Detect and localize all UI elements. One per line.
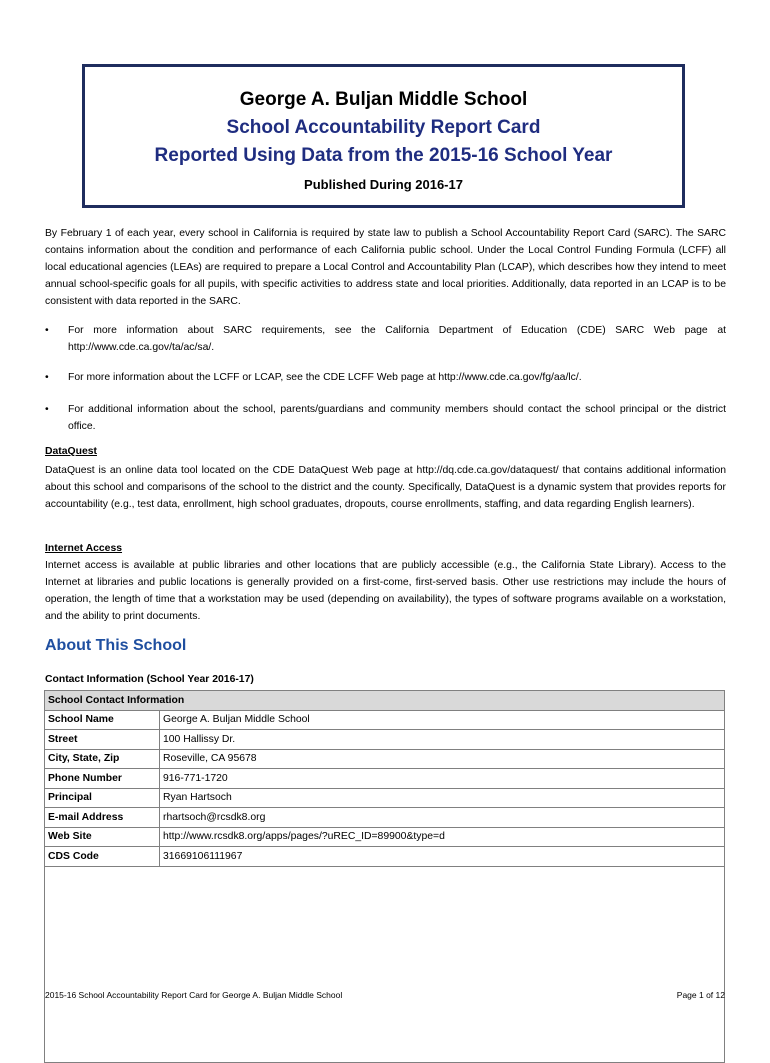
row-value: Ryan Hartsoch (160, 788, 725, 808)
internet-access-paragraph: Internet access is available at public libraries and other locations that are publicly accessible (e.g., the California State Library). Access to the Internet at libraries and public locations is generally provided on a first-come, first-served basis. Other use restrictions may include the hours of operation, the length of time that a workstation may be used (depending on availability), the types of software programs available on a workstation, and the ability to print documents. (45, 560, 726, 622)
row-label: Web Site (45, 827, 160, 847)
bullet-text: For more information about SARC requirements, see the California Department of Education (CDE) SARC Web page at http://www.cde.ca.gov/ta/ac/sa/. (68, 325, 726, 353)
row-label: Street (45, 730, 160, 750)
table-blank-area (45, 866, 725, 1062)
bullet-text: For more information about the LCFF or LCAP, see the CDE LCFF Web page at http://www.cde.ca.gov/fg/aa/lc/. (68, 372, 582, 383)
table-row (45, 769, 725, 789)
report-name-title: School Accountability Report Card (226, 117, 541, 138)
row-label: Phone Number (45, 769, 160, 789)
bullet-icon: • (45, 325, 49, 336)
table-header-cell: School Contact Information (45, 691, 725, 711)
bullet-text: For additional information about the school, parents/guardians and community members should contact the school principal or the district office. (68, 404, 726, 432)
contact-table-caption: Contact Information (School Year 2016-17) (45, 674, 254, 685)
about-section-heading: About This School (45, 637, 187, 654)
table-row (45, 827, 725, 847)
school-name-title: George A. Buljan Middle School (239, 89, 528, 110)
row-value: Roseville, CA 95678 (160, 749, 725, 769)
table-row (45, 749, 725, 769)
bullet-icon: • (45, 404, 49, 415)
internet-access-heading: Internet Access (45, 543, 123, 554)
page-number: Page 1 of 12 (676, 990, 725, 1000)
table-blank-cell (45, 866, 725, 1062)
title-box (82, 64, 685, 208)
row-value: 31669106111967 (160, 847, 725, 867)
data-year-title: Reported Using Data from the 2015-16 School Year (154, 145, 613, 166)
table-row (45, 847, 725, 867)
table-row (45, 808, 725, 828)
row-label: CDS Code (45, 847, 160, 867)
dataquest-heading: DataQuest (45, 446, 97, 457)
row-value: 916-771-1720 (160, 769, 725, 789)
row-label: City, State, Zip (45, 749, 160, 769)
row-value: 100 Hallissy Dr. (160, 730, 725, 750)
row-label: Principal (45, 788, 160, 808)
row-value: rhartsoch@rcsdk8.org (160, 808, 725, 828)
table-row (45, 710, 725, 730)
contact-table (44, 690, 725, 1063)
row-value: http://www.rcsdk8.org/apps/pages/?uREC_ID=89900&type=d (160, 827, 725, 847)
bullet-icon: • (45, 372, 49, 383)
table-row (45, 730, 725, 750)
row-label: School Name (45, 710, 160, 730)
dataquest-paragraph: DataQuest is an online data tool located on the CDE DataQuest Web page at http://dq.cde.ca.gov/dataquest/ that contains additional information about this school and comparisons of the school to the district and the county. Specifically, DataQuest is a dynamic system that provides reports for accountability (e.g., test data, enrollment, high school graduates, dropouts, course enrollments, staffing, and data regarding English learners). (45, 465, 726, 510)
intro-paragraph: By February 1 of each year, every school in California is required by state law to publish a School Accountability Report Card (SARC). The SARC contains information about the condition and performance of each California public school. Under the Local Control Funding Formula (LCFF) all local educational agencies (LEAs) are required to prepare a Local Control and Accountability Plan (LCAP), which describes how they intend to meet annual school-specific goals for all pupils, with specific activities to address state and local priorities. Additionally, data reported in an LCAP is to be consistent with data reported in the SARC. (45, 228, 726, 307)
row-value: George A. Buljan Middle School (160, 710, 725, 730)
table-row (45, 788, 725, 808)
footer-title: 2015-16 School Accountability Report Card for George A. Buljan Middle School (45, 990, 343, 1000)
published-subtitle: Published During 2016-17 (304, 177, 463, 192)
row-label: E-mail Address (45, 808, 160, 828)
table-header-row (45, 691, 725, 711)
